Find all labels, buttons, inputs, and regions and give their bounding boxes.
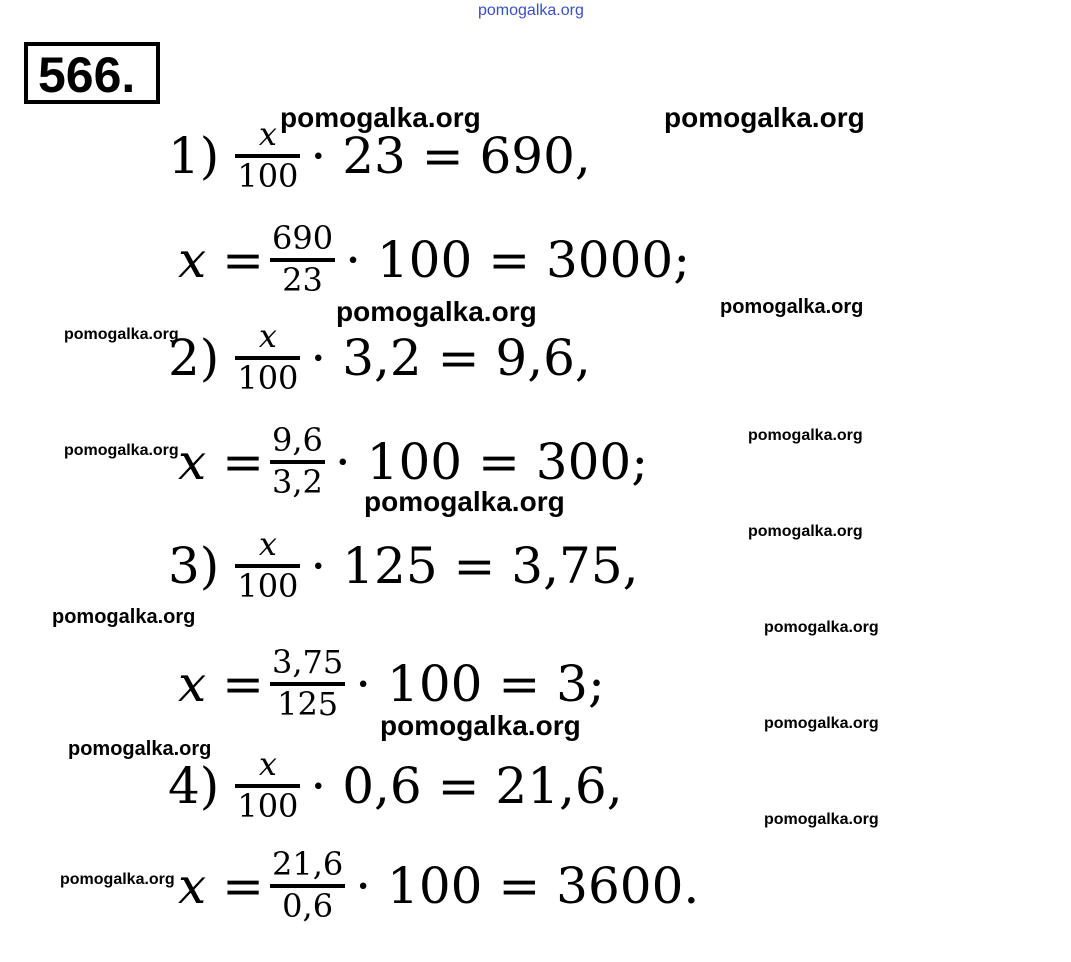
denominator: 100 — [237, 156, 299, 195]
numerator: 9,6 — [272, 421, 323, 459]
equation-line-3 — [168, 317, 591, 397]
denominator: 100 — [237, 566, 299, 605]
watermark: pomogalka.org — [720, 296, 864, 318]
equation-line-5 — [168, 525, 639, 605]
watermark: pomogalka.org — [336, 296, 537, 327]
site-header-link[interactable]: pomogalka.org — [478, 2, 584, 19]
numerator: x — [258, 525, 277, 563]
watermark: pomogalka.org — [68, 738, 212, 760]
expression-rest: · 23 = 690, — [310, 126, 591, 185]
fraction — [270, 643, 345, 723]
expression-rest: · 3,2 = 9,6, — [310, 328, 591, 387]
watermark: pomogalka.org — [664, 102, 865, 133]
equation-line-7 — [168, 745, 623, 825]
watermark: pomogalka.org — [64, 442, 179, 459]
variable: x = — [178, 230, 264, 289]
equation-line-8 — [168, 845, 700, 925]
item-label: 3) — [168, 536, 220, 595]
variable: x = — [178, 432, 264, 491]
numerator: 690 — [272, 219, 334, 257]
expression-rest: · 100 = 3600. — [355, 856, 700, 915]
numerator: x — [258, 115, 277, 153]
expression-rest: · 0,6 = 21,6, — [310, 756, 623, 815]
fraction — [270, 421, 325, 501]
denominator: 0,6 — [282, 886, 334, 925]
expression-rest: · 100 = 3; — [355, 654, 605, 713]
numerator: x — [258, 317, 277, 355]
watermark: pomogalka.org — [764, 619, 879, 636]
denominator: 100 — [237, 358, 299, 397]
fraction — [235, 745, 300, 825]
equation-line-2 — [168, 219, 691, 299]
fraction — [270, 845, 345, 925]
denominator: 125 — [277, 684, 339, 723]
variable: x = — [178, 856, 264, 915]
expression-rest: · 125 = 3,75, — [310, 536, 639, 595]
watermark: pomogalka.org — [764, 715, 879, 732]
numerator: 21,6 — [272, 845, 344, 883]
watermark: pomogalka.org — [52, 606, 196, 628]
numerator: 3,75 — [272, 643, 344, 681]
numerator: x — [258, 745, 277, 783]
task-number: 566. — [24, 42, 160, 104]
watermark: pomogalka.org — [60, 871, 175, 888]
watermark: pomogalka.org — [380, 710, 581, 741]
variable: x = — [178, 654, 264, 713]
watermark: pomogalka.org — [748, 523, 863, 540]
watermark: pomogalka.org — [764, 811, 879, 828]
item-label: 4) — [168, 756, 220, 815]
watermark: pomogalka.org — [64, 326, 179, 343]
fraction — [235, 525, 300, 605]
watermark: pomogalka.org — [280, 102, 481, 133]
item-label: 1) — [168, 126, 220, 185]
expression-rest: · 100 = 3000; — [345, 230, 691, 289]
item-label: 2) — [168, 328, 220, 387]
watermark: pomogalka.org — [364, 486, 565, 517]
denominator: 3,2 — [272, 462, 323, 501]
expression-rest: · 100 = 300; — [334, 432, 649, 491]
fraction — [235, 317, 300, 397]
watermark: pomogalka.org — [748, 427, 863, 444]
denominator: 100 — [237, 786, 299, 825]
fraction — [270, 219, 335, 299]
denominator: 23 — [282, 260, 323, 299]
